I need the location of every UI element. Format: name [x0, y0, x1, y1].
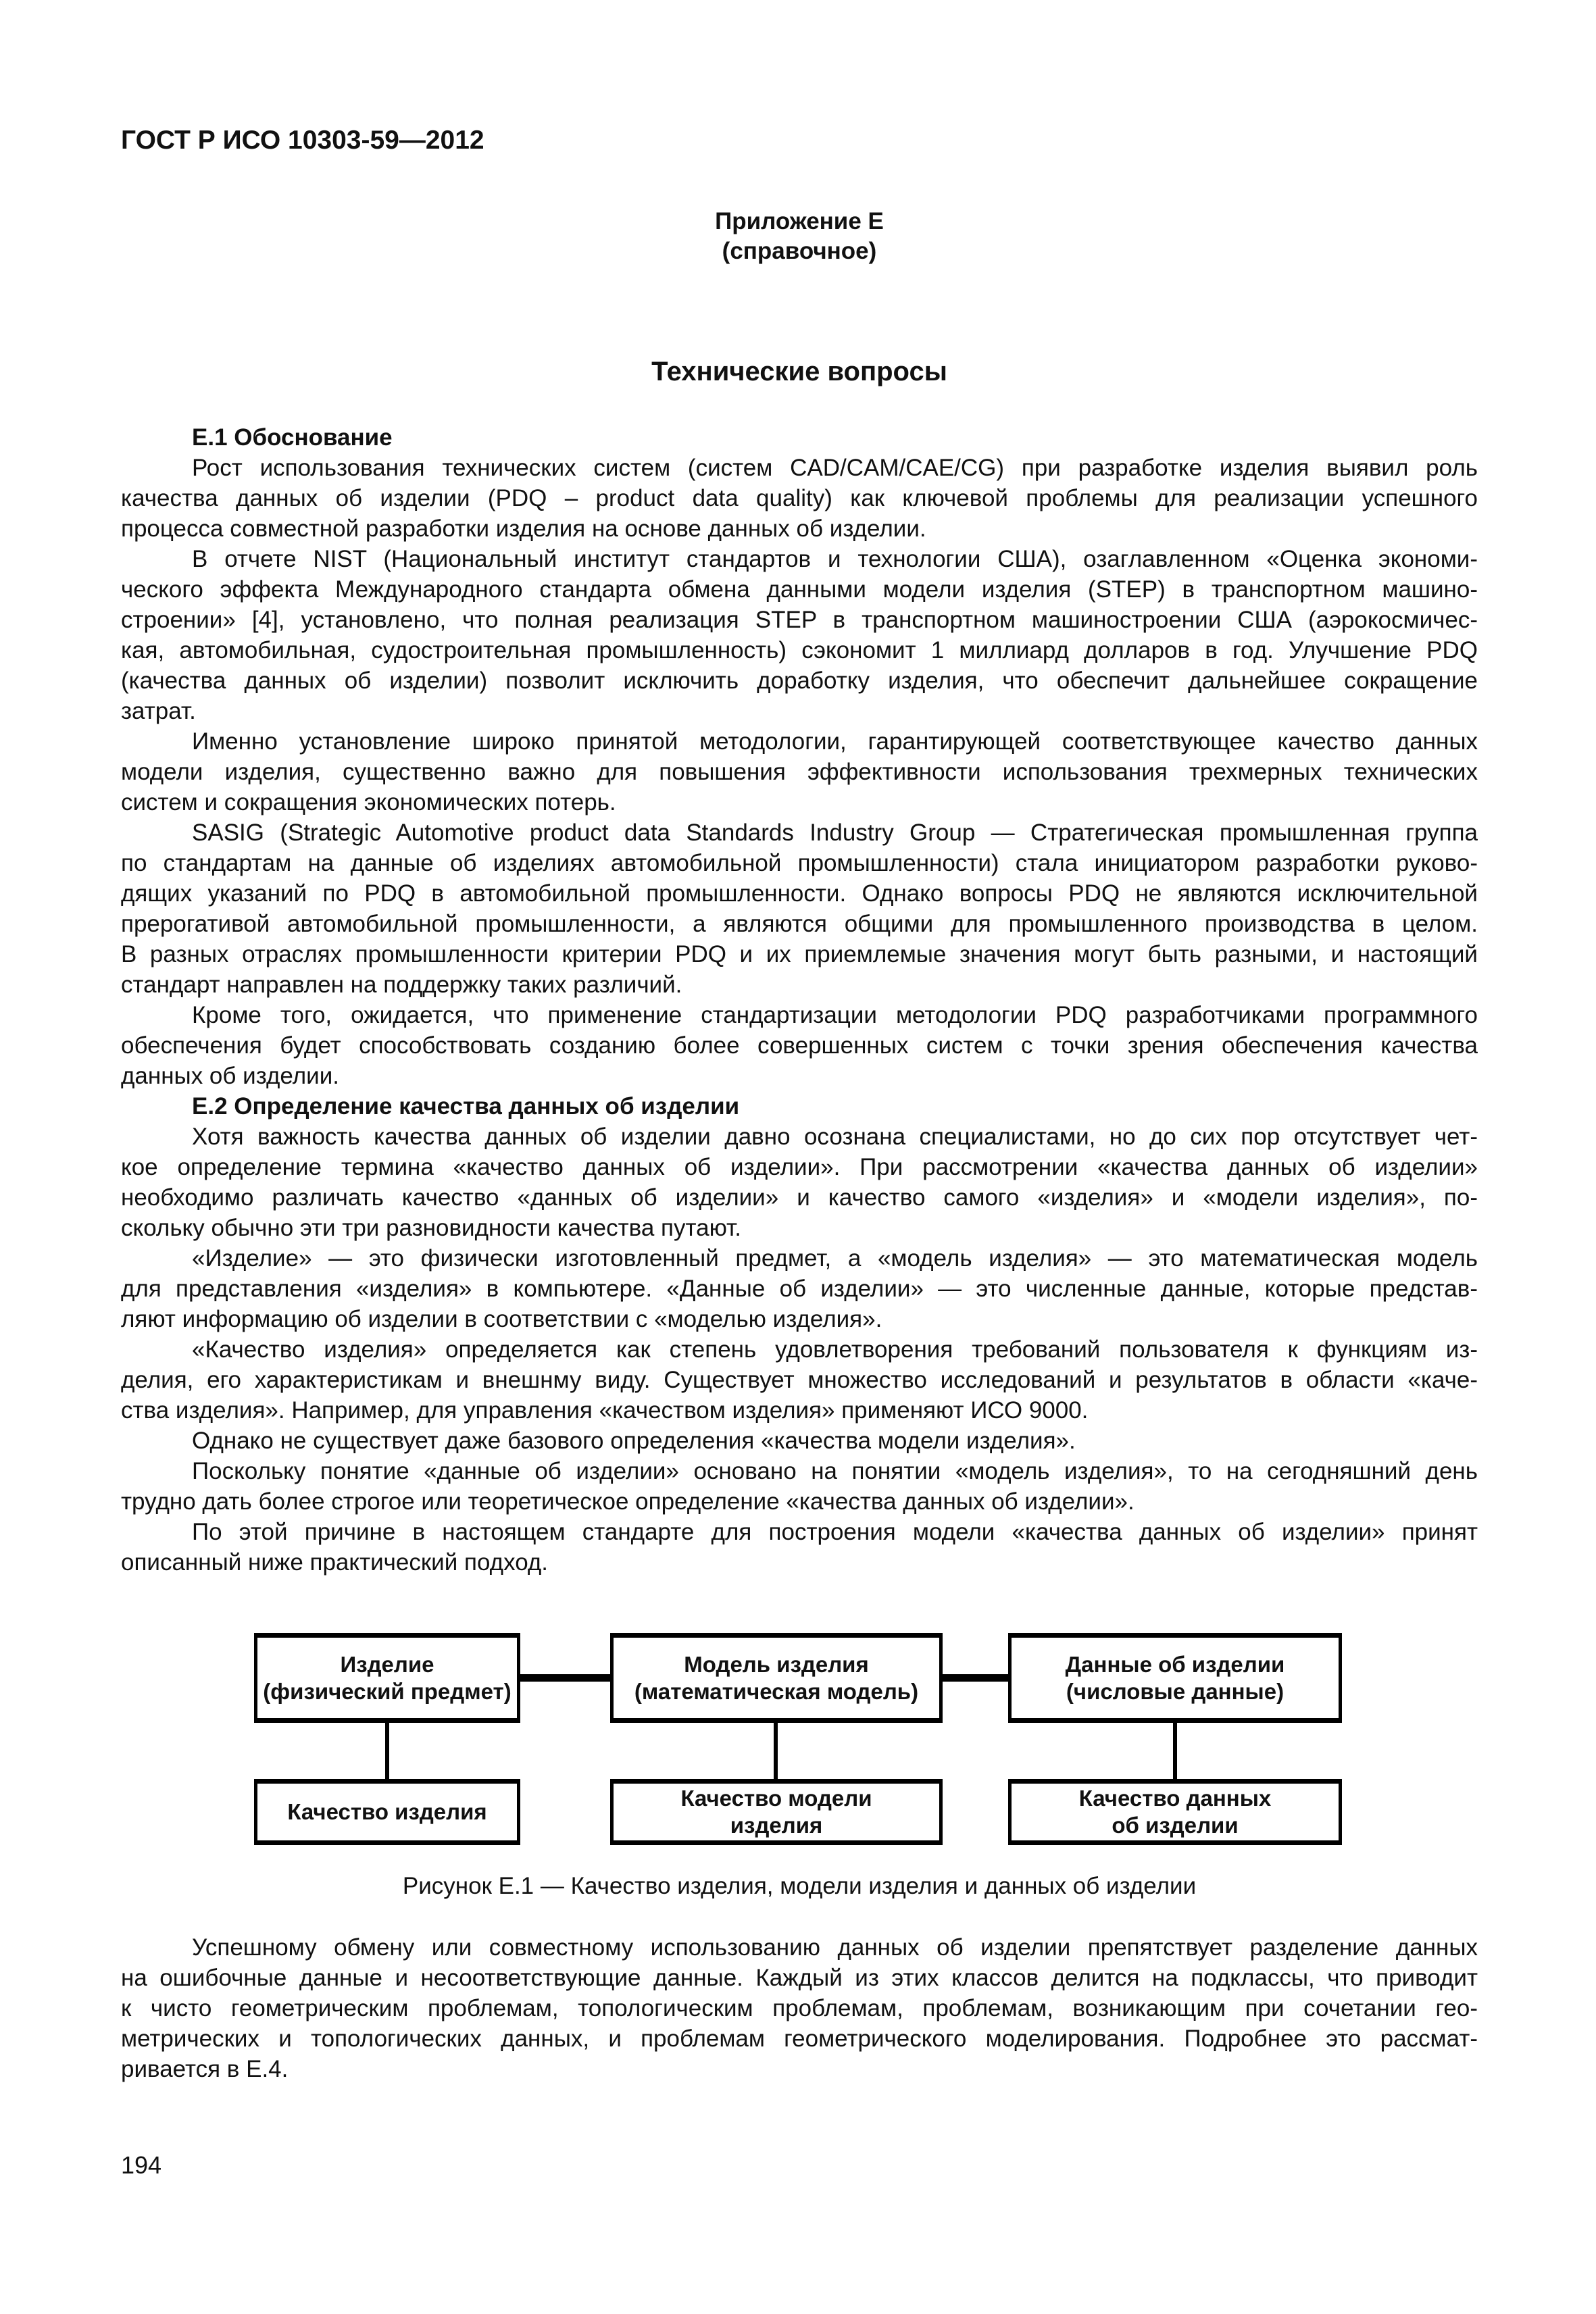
text-line: для представления «изделия» в компьютере. «Данные об изделии» — это численные данные, которые представ-	[121, 1276, 1478, 1302]
page-title: Технические вопросы	[651, 357, 947, 386]
box-label: Данные об изделии	[1065, 1651, 1285, 1677]
section-heading: Е.1 Обоснование	[192, 424, 393, 451]
paragraph	[121, 1932, 1478, 2084]
connector-line	[519, 1674, 612, 1682]
text-line: кая, автомобильная, судостроительная промышленность) сэкономит 1 миллиард долларов в год. Улучшение PDQ	[121, 637, 1478, 663]
box-label: об изделии	[1112, 1813, 1239, 1838]
text-line: метрических и топологических данных, и проблемам геометрического моделирования. Подробнее это рассмат-	[121, 2026, 1478, 2052]
text-line: В разных отраслях промышленности критерии PDQ и их приемлемые значения могут быть разными, и настоящий	[121, 941, 1478, 967]
box-label: (математическая модель)	[634, 1678, 919, 1704]
box-label: Изделие	[340, 1651, 434, 1677]
text-line: Именно установление широко принятой методологии, гарантирующей соответствующее качество данных	[192, 728, 1478, 755]
box-label: (физический предмет)	[263, 1678, 512, 1704]
text-line: данных об изделии.	[121, 1063, 339, 1089]
text-line: делия, его характеристикам и внешнму виду. Существует множество исследований и результатов в области «каче-	[121, 1367, 1478, 1393]
paragraph	[121, 1122, 1478, 1243]
text-line: дящих указаний по PDQ в автомобильной промышленности. Однако вопросы PDQ не являются исключительной	[121, 880, 1478, 907]
box-label: Модель изделия	[684, 1651, 869, 1677]
text-line: кое определение термина «качество данных об изделии». При рассмотрении «качества данных об изделии»	[121, 1154, 1478, 1180]
text-line: систем и сокращения экономических потерь.	[121, 789, 616, 815]
paragraph	[121, 1426, 1478, 1456]
text-line: Поскольку понятие «данные об изделии» основано на понятии «модель изделия», то на сегодняшний день	[192, 1458, 1478, 1484]
paragraph	[121, 1456, 1478, 1517]
paragraph	[121, 544, 1478, 726]
text-line: процесса совместной разработки изделия на основе данных об изделии.	[121, 515, 926, 542]
box-label: Качество изделия	[287, 1799, 487, 1824]
text-line: затрат.	[121, 698, 196, 724]
paragraph	[121, 1000, 1478, 1091]
paragraph	[121, 453, 1478, 544]
text-line: Хотя важность качества данных об изделии давно осознана специалистами, но до сих пор отсутствует чет-	[192, 1124, 1478, 1150]
text-line: SASIG (Strategic Automotive product data Standards Industry Group — Стратегическая промышленная группа	[192, 820, 1478, 846]
text-line: По этой причине в настоящем стандарте для построения модели «качества данных об изделии» принят	[192, 1519, 1478, 1545]
text-line: к чисто геометрическим проблемам, топологическим проблемам, проблемам, возникающим при сочетании гео-	[121, 1995, 1478, 2021]
text-line: «Изделие» — это физически изготовленный предмет, а «модель изделия» — это математическая модель	[192, 1245, 1478, 1272]
annex-label	[121, 207, 1478, 266]
concept-box	[1008, 1633, 1342, 1723]
main-text	[121, 422, 1478, 1578]
concept-box	[254, 1633, 520, 1723]
annex-title: Приложение Е	[715, 208, 884, 234]
text-line: Рост использования технических систем (систем CAD/CAM/CAE/CG) при разработке изделия выявил роль	[192, 455, 1478, 481]
section-heading: Е.2 Определение качества данных об изделии	[192, 1093, 740, 1120]
text-line: ривается в Е.4.	[121, 2056, 289, 2082]
closing-paragraph	[121, 1932, 1478, 2084]
text-line: В отчете NIST (Национальный институт стандартов и технологии США), озаглавленном «Оценка экономи-	[192, 546, 1478, 572]
connector-line	[941, 1674, 1009, 1682]
text-line: Успешному обмену или совместному использованию данных об изделии препятствует разделение данных	[192, 1934, 1478, 1961]
text-line: «Качество изделия» определяется как степень удовлетворения требований пользователя к функциям из-	[192, 1336, 1478, 1363]
text-line: необходимо различать качество «данных об изделии» и качество самого «изделия» и «модели изделия», по-	[121, 1184, 1478, 1211]
text-line: прерогативой автомобильной промышленности, а являются общими для промышленного производства в целом.	[121, 911, 1478, 937]
box-label: Качество данных	[1078, 1786, 1272, 1811]
box-label: (числовые данные)	[1066, 1678, 1285, 1704]
text-line: качества данных об изделии (PDQ – product data quality) как ключевой проблемы для реализации успешного	[121, 485, 1478, 511]
box-label: Качество модели	[680, 1786, 872, 1811]
connector-line	[774, 1719, 778, 1782]
text-line: ляют информацию об изделии в соответствии с «моделью изделия».	[121, 1306, 882, 1332]
text-line: Однако не существует даже базового определения «качества модели изделия».	[192, 1428, 1076, 1454]
text-line: ческого эффекта Международного стандарта обмена данными модели изделия (STEP) в транспортном машино-	[121, 576, 1478, 603]
text-line: модели изделия, существенно важно для повышения эффективности использования трехмерных технических	[121, 759, 1478, 785]
box-label: изделия	[730, 1813, 823, 1838]
figure-caption: Рисунок Е.1 — Качество изделия, модели изделия и данных об изделии	[402, 1873, 1197, 1899]
document-header: ГОСТ Р ИСО 10303-59—2012	[121, 126, 484, 155]
connector-line	[1173, 1719, 1177, 1782]
connector-line	[385, 1719, 389, 1782]
text-line: (качества данных об изделии) позволит исключить доработку изделия, что обеспечит дальнейшее сокращение	[121, 668, 1478, 694]
paragraph	[121, 1517, 1478, 1578]
text-line: трудно дать более строгое или теоретическое определение «качества данных об изделии».	[121, 1488, 1134, 1515]
text-line: Кроме того, ожидается, что применение стандартизации методологии PDQ разработчиками программного	[192, 1002, 1478, 1028]
concept-box	[610, 1633, 943, 1723]
text-line: описанный ниже практический подход.	[121, 1549, 549, 1576]
paragraph	[121, 818, 1478, 1000]
text-line: обеспечения будет способствовать созданию более совершенных систем с точки зрения обеспечения качества	[121, 1032, 1478, 1059]
page-number: 194	[121, 2151, 162, 2179]
paragraph	[121, 1243, 1478, 1334]
text-line: на ошибочные данные и несоответствующие данные. Каждый из этих классов делится на подклассы, что приводит	[121, 1965, 1478, 1991]
paragraph	[121, 726, 1478, 818]
text-line: ства изделия». Например, для управления «качеством изделия» применяют ИСО 9000.	[121, 1397, 1089, 1424]
text-line: строении» [4], установлено, что полная реализация STEP в транспортном машиностроении США (аэрокосмичес-	[121, 607, 1478, 633]
quality-box	[1008, 1779, 1342, 1845]
text-line: скольку обычно эти три разновидности качества путают.	[121, 1215, 741, 1241]
quality-box	[254, 1779, 520, 1845]
quality-box	[610, 1779, 943, 1845]
text-line: стандарт направлен на поддержку таких различий.	[121, 972, 682, 998]
annex-type: (справочное)	[722, 238, 877, 264]
paragraph	[121, 1334, 1478, 1426]
text-line: по стандартам на данные об изделиях автомобильной промышленности) стала инициатором разработки руково-	[121, 850, 1478, 876]
